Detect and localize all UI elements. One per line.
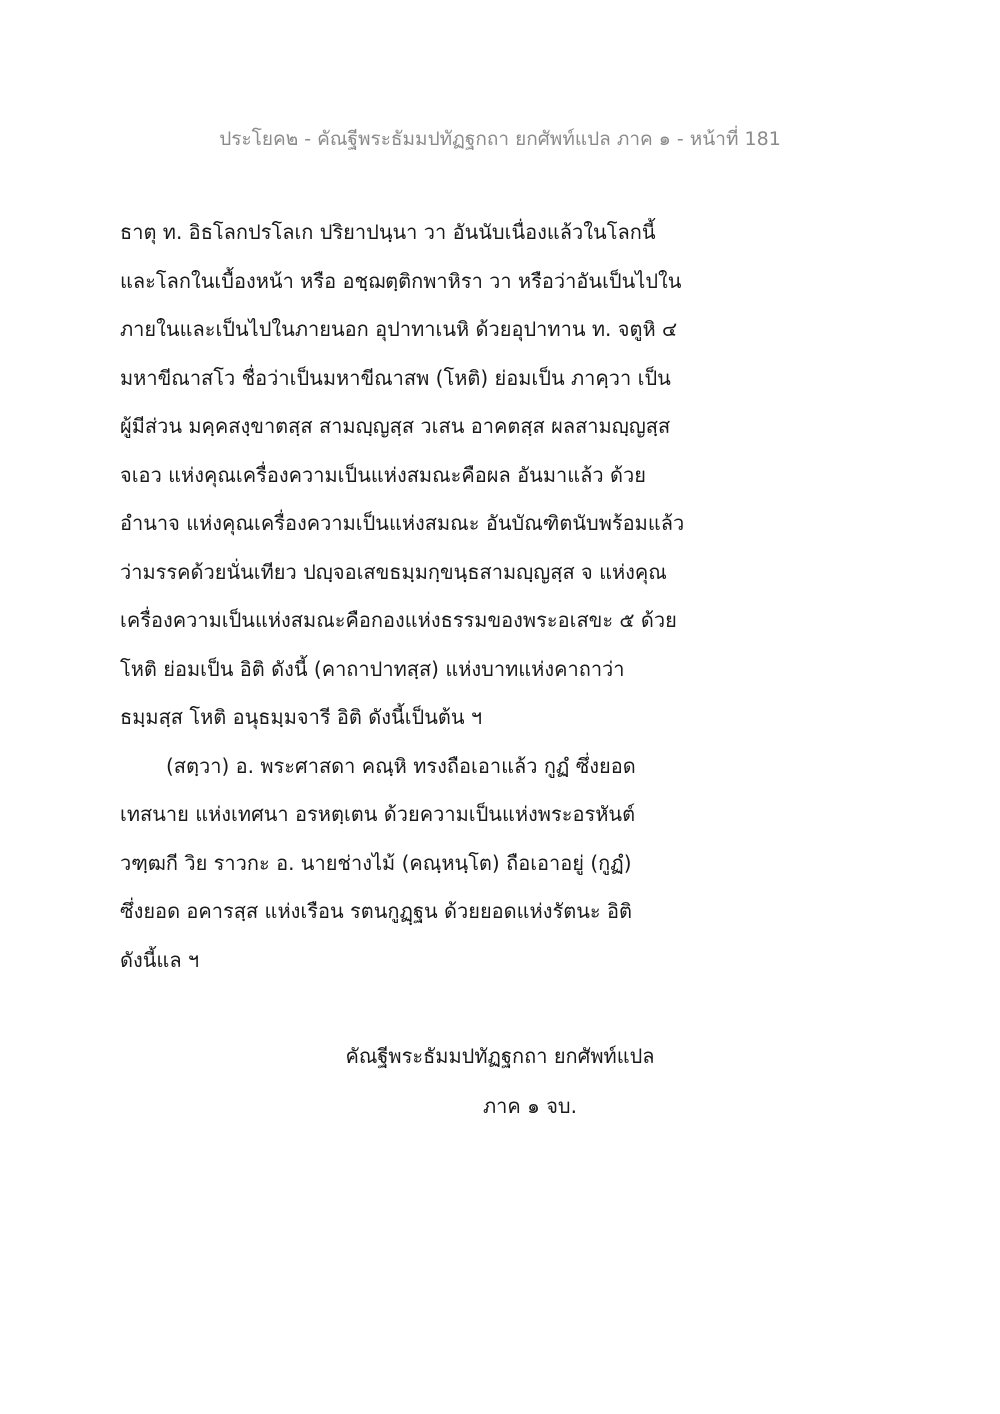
text-line: เครื่องความเป็นแห่งสมณะคือกองแห่งธรรมของพระอเสขะ ๕ ด้วย [120,608,677,632]
text-line: และโลกในเบื้องหน้า หรือ อชฺฌตฺติกพาหิรา วา หรือว่าอันเป็นไปใน [120,268,682,293]
text-line: ภายในและเป็นไปในภายนอก อุปาทาเนหิ ด้วยอุปาทาน ท. จตูหิ ๔ [120,317,678,341]
text-line: ว่ามรรคด้วยนั่นเทียว ปญฺจอเสขธมฺมกฺขนฺธสามญฺญสฺส จ แห่งคุณ [120,559,667,584]
text-line: เทสนาย แห่งเทศนา อรหตฺเตน ด้วยความเป็นแห่งพระอรหันต์ [120,802,636,826]
text-line: จเอว แห่งคุณเครื่องความเป็นแห่งสมณะคือผล อันมาแล้ว ด้วย [120,462,646,487]
body-text [120,212,740,988]
closing-end-note: ภาค ๑ จบ. [483,1094,577,1118]
text-line: มหาขีณาสโว ชื่อว่าเป็นมหาขีณาสพ (โหติ) ย่อมเป็น ภาคฺวา เป็น [120,365,671,390]
closing-block [0,1036,1000,1136]
paragraph-first-line: (สตฺวา) อ. พระศาสดา คณฺหิ ทรงถือเอาแล้ว กูฏํ ซึ่งยอด [166,753,636,778]
closing-title: คัณฐีพระธัมมปทัฏฐกถา ยกศัพท์แปล [345,1044,655,1068]
text-line: ซึ่งยอด อคารสฺส แห่งเรือน รตนกูฏฺฐน ด้วยยอดแห่งรัตนะ อิติ [120,899,633,923]
text-line: โหติ ย่อมเป็น อิติ ดังนี้ (คาถาปาทสฺส) แห่งบาทแห่งคาถาว่า [120,656,625,681]
text-line: ดังนี้แล ฯ [120,947,200,972]
text-line: วฑฺฒกี วิย ราวกะ อ. นายช่างไม้ (คณฺหนฺโต) ถือเอาอยู่ (กูฏํ) [120,850,632,875]
text-line: อำนาจ แห่งคุณเครื่องความเป็นแห่งสมณะ อันบัณฑิตนับพร้อมแล้ว [120,511,685,535]
text-line: ธมฺมสฺส โหติ อนุธมฺมจารี อิติ ดังนี้เป็นต้น ฯ [120,705,483,729]
text-line: ผู้มีส่วน มคฺคสงฺขาตสฺส สามญฺญสฺส วเสน อาคตสฺส ผลสามญฺญสฺส [120,414,671,438]
text-line: ธาตุ ท. อิธโลกปรโลเก ปริยาปนฺนา วา อันนับเนื่องแล้วในโลกนี้ [120,220,656,244]
running-header: ประโยค๒ - คัณฐีพระธัมมปทัฏฐกถา ยกศัพท์แปล ภาค ๑ - หน้าที่ 181 [219,128,781,150]
